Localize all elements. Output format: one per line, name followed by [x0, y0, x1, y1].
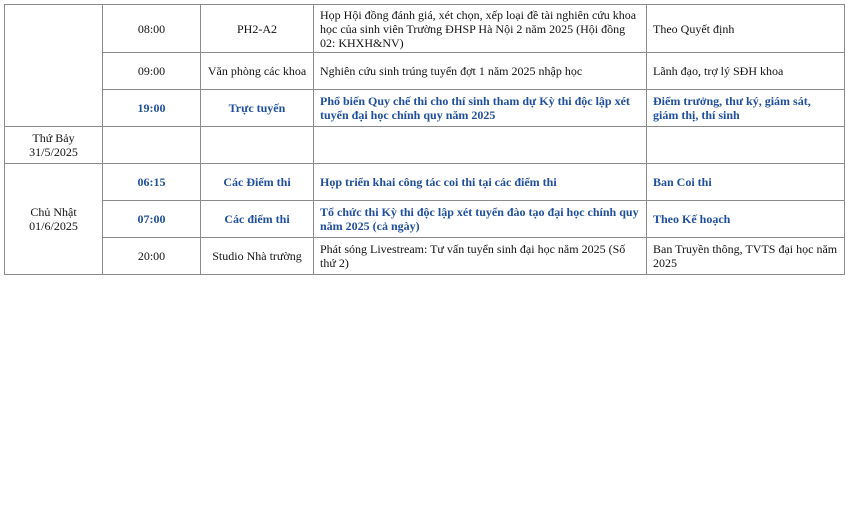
- content-cell: Nghiên cứu sinh trúng tuyển đợt 1 năm 2025 nhập học: [314, 53, 647, 90]
- participants-cell: Theo Quyết định: [647, 5, 845, 53]
- place-cell: Studio Nhà trường: [201, 238, 314, 275]
- content-cell: Họp Hội đồng đánh giá, xét chọn, xếp loại đề tài nghiên cứu khoa học của sinh viên Trường ĐHSP Hà Nội 2 năm 2025 (Hội đồng 02: KHXH&NV): [314, 5, 647, 53]
- place-cell: PH2-A2: [201, 5, 314, 53]
- participants-cell: Ban Truyền thông, TVTS đại học năm 2025: [647, 238, 845, 275]
- table-row: [5, 201, 845, 238]
- day-cell: [5, 5, 103, 127]
- table-row: [5, 90, 845, 127]
- time-cell: 07:00: [103, 201, 201, 238]
- participants-cell: Lãnh đạo, trợ lý SĐH khoa: [647, 53, 845, 90]
- place-cell: Các Điểm thi: [201, 164, 314, 201]
- place-cell: Trực tuyến: [201, 90, 314, 127]
- table-row: [5, 53, 845, 90]
- content-cell: [314, 127, 647, 164]
- time-cell: 06:15: [103, 164, 201, 201]
- table-row: [5, 164, 845, 201]
- schedule-table: [4, 4, 845, 275]
- content-cell: Tổ chức thi Kỳ thi độc lập xét tuyển đào tạo đại học chính quy năm 2025 (cả ngày): [314, 201, 647, 238]
- table-row: [5, 5, 845, 53]
- place-cell: Văn phòng các khoa: [201, 53, 314, 90]
- day-cell: Chủ Nhật 01/6/2025: [5, 164, 103, 275]
- time-cell: 20:00: [103, 238, 201, 275]
- place-cell: Các điểm thi: [201, 201, 314, 238]
- time-cell: 08:00: [103, 5, 201, 53]
- content-cell: Phát sóng Livestream: Tư vấn tuyển sinh đại học năm 2025 (Số thứ 2): [314, 238, 647, 275]
- content-cell: Phổ biến Quy chế thi cho thí sinh tham dự Kỳ thi độc lập xét tuyển đại học chính quy năm 2025: [314, 90, 647, 127]
- time-cell: 19:00: [103, 90, 201, 127]
- table-row: [5, 238, 845, 275]
- table-row: [5, 127, 845, 164]
- content-cell: Họp triển khai công tác coi thi tại các điểm thi: [314, 164, 647, 201]
- participants-cell: Theo Kế hoạch: [647, 201, 845, 238]
- place-cell: [201, 127, 314, 164]
- participants-cell: Ban Coi thi: [647, 164, 845, 201]
- participants-cell: Điểm trưởng, thư ký, giám sát, giám thị, thí sinh: [647, 90, 845, 127]
- time-cell: [103, 127, 201, 164]
- participants-cell: [647, 127, 845, 164]
- day-cell: Thứ Bảy 31/5/2025: [5, 127, 103, 164]
- time-cell: 09:00: [103, 53, 201, 90]
